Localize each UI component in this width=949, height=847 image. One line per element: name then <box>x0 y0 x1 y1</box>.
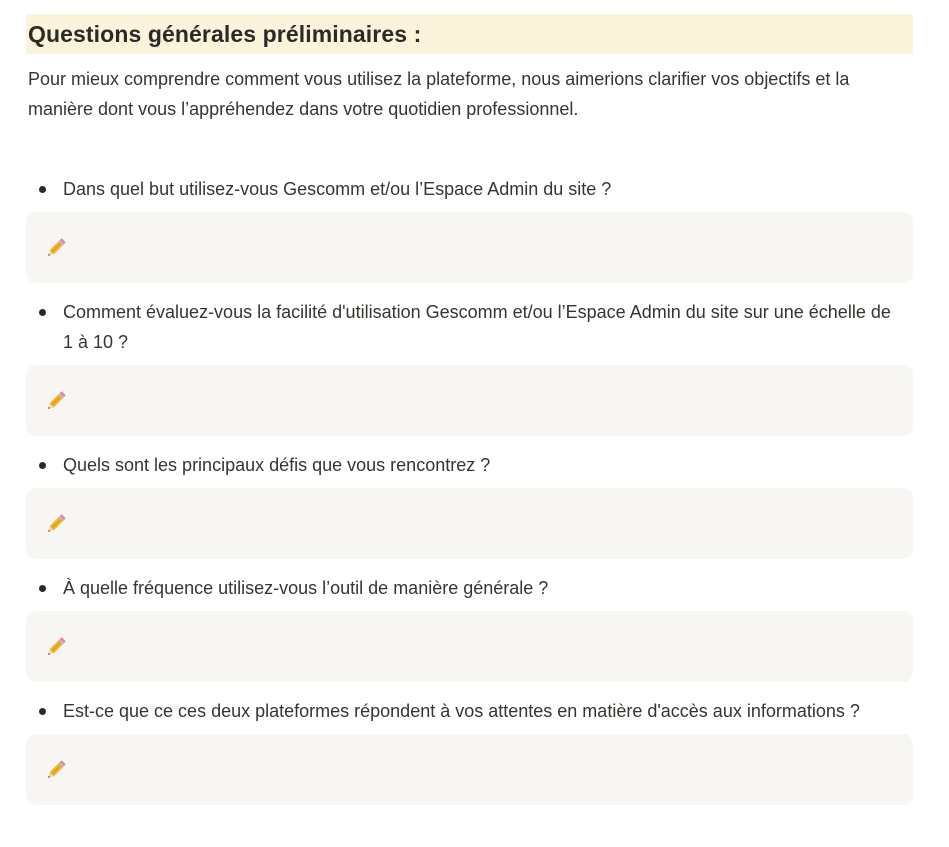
section-title: Questions générales préliminaires : <box>28 20 422 47</box>
question-text: Quels sont les principaux défis que vous rencontrez ? <box>63 455 491 475</box>
answer-field[interactable] <box>26 488 913 559</box>
pencil-icon <box>44 236 68 260</box>
pencil-icon <box>44 758 68 782</box>
bullet-icon <box>26 174 63 204</box>
section-intro: Pour mieux comprendre comment vous utilisez la plateforme, nous aimerions clarifier vos objectifs et la manière dont vous l’appréhendez dans votre quotidien professionnel. <box>28 69 850 119</box>
question-item <box>26 174 913 204</box>
bullet-icon <box>26 297 63 327</box>
survey-section <box>26 14 913 819</box>
question-text: Est-ce que ce ces deux plateformes répondent à vos attentes en matière d'accès aux informations ? <box>63 701 860 721</box>
answer-field[interactable] <box>26 212 913 283</box>
question-item <box>26 573 913 603</box>
pencil-icon <box>44 512 68 536</box>
section-heading-block <box>26 14 913 54</box>
answer-field[interactable] <box>26 734 913 805</box>
pencil-icon <box>44 389 68 413</box>
answer-field[interactable] <box>26 365 913 436</box>
question-text: À quelle fréquence utilisez-vous l’outil de manière générale ? <box>63 578 549 598</box>
question-text: Comment évaluez-vous la facilité d'utilisation Gescomm et/ou l’Espace Admin du site sur une échelle de 1 à 10 ? <box>63 302 891 352</box>
question-item <box>26 696 913 726</box>
pencil-icon <box>44 635 68 659</box>
question-list <box>26 174 913 805</box>
bullet-icon <box>26 696 63 726</box>
question-item <box>26 297 913 357</box>
question-text: Dans quel but utilisez-vous Gescomm et/ou l’Espace Admin du site ? <box>63 179 612 199</box>
question-item <box>26 450 913 480</box>
bullet-icon <box>26 450 63 480</box>
bullet-icon <box>26 573 63 603</box>
answer-field[interactable] <box>26 611 913 682</box>
